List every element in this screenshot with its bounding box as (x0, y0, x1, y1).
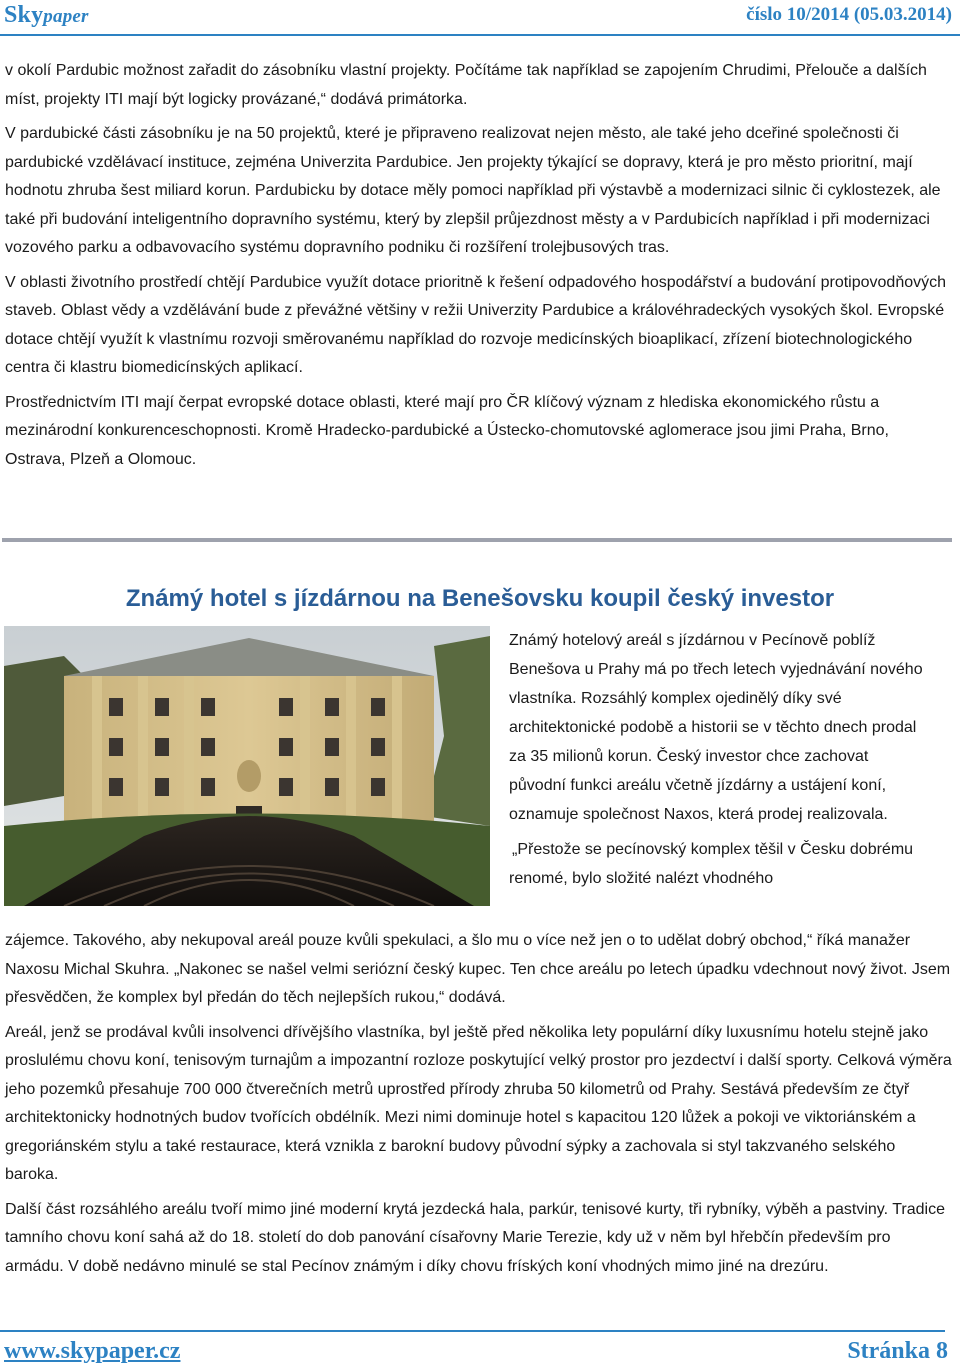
paragraph: zájemce. Takového, aby nekupoval areál pouze kvůli spekulaci, a šlo mu o více než jen o to udělat dobrý obchod,“ říká manažer Naxosu Michal Skuhra. „Nakonec se našel velmi seriózní český kupec. Ten chce areálu po letech úpadku vdechnout nový život. Jsem přesvědčen, že komplex byl předán do těch nejlepších rukou,“ dodává. (5, 932, 951, 1006)
paragraph: Prostřednictvím ITI mají čerpat evropské dotace oblasti, které mají pro ČR klíčový význam z hlediska ekonomického růstu a mezinárodní konkurenceschopnosti. Kromě Hradecko-pardubické a Ústecko-chomutovské aglomerace jsou jimi Praha, Brno, Ostrava, Plzeň a Olomouc. (5, 393, 889, 468)
section-divider (2, 538, 952, 542)
page-number: Stránka 8 (847, 1338, 948, 1364)
footer-rule (0, 1330, 945, 1332)
brand-logo[interactable] (4, 2, 89, 29)
article-body (5, 927, 953, 1287)
paragraph: v okolí Pardubic možnost zařadit do zásobníku vlastní projekty. Počítáme tak například se zapojením Chrudimi, Přelouče a dalších míst, projekty ITI mají být logicky provázané,“ dodává primátorka. (5, 62, 927, 108)
page-footer (0, 1330, 960, 1370)
page-header (0, 0, 960, 34)
brand-sub: paper (43, 6, 89, 27)
brand-main: Sky (4, 2, 44, 28)
hotel-photo (4, 626, 490, 906)
quote-paragraph: „Přestože se pecínovský komplex těšil v Česku dobrému renomé, bylo složité nalézt vhodného (509, 841, 914, 887)
paragraph: Areál, jenž se prodával kvůli insolvenci dřívějšího vlastníka, byl ještě před několika lety populární díky luxusnímu hotelu stejně jako proslulému chovu koní, tenisovým turnajům a impozantní rozloze poskytující velký prostor pro jezdectví i další sporty. Celková výměra jeho pozemků přesahuje 700 000 čtverečních metrů uprostřed přírody zhruba 50 kilometrů od Prahy. Sestává především ze čtyř architektonicky hodnotných budov tvořících obdélník. Mezi nimi dominuje hotel s kapacitou 120 lůžek a pokoji ve viktoriánském a gregoriánském stylu a také restaurace, která vznikla z barokní budovy původní sýpky a zachovala si styl takzvaného selského baroka. (5, 1023, 952, 1183)
article-title: Známý hotel s jízdárnou na Benešovsku koupil český investor (125, 585, 835, 612)
article-intro (509, 626, 925, 893)
paragraph: V pardubické části zásobníku je na 50 projektů, které je připraveno realizovat nejen město, ale také jeho dceřiné společnosti či pardubické vzdělávací instituce, zejména Univerzita Pardubice. Jen projekty týkající se dopravy, která je pro město prioritní, mají hodnotu zhruba šest miliard korun. Pardubicku by dotace měly pomoci například při výstavbě a modernizaci silnic či cyklostezek, ale také při budování inteligentního dopravního systému, který by zlepšil průjezdnost městy a v Pardubicích například i při modernizaci vozového parku a odbavovacího systému dopravního podniku či rozšíření trolejbusových tras. (5, 125, 941, 256)
intro-paragraph: Známý hotelový areál s jízdárnou v Pecínově poblíž Benešova u Prahy má po třech letech vyjednávání nového vlastníka. Rozsáhlý komplex ojedinělý díky své architektonické podobě a historii se v těchto dnech prodal za 35 milionů korun. Český investor chce zachovat původní funkci areálu včetně jízdárny a ustájení koní, oznamuje společnost Naxos, která prodej realizovala. (509, 632, 923, 823)
paragraph: V oblasti životního prostředí chtějí Pardubice využít dotace prioritně k řešení odpadového hospodářství a budování protipovodňových staveb. Oblast vědy a vzdělávání bude z převážné většiny v režii Univerzity Pardubice a královéhradeckých vysokých škol. Evropské dotace chtějí využít k vlastnímu rozvoji směrovanému například do rozvoje medicínských bioaplikací, zřízení biotechnologického centra či klastru biomedicínských aplikací. (5, 273, 947, 376)
issue-number: číslo 10/2014 (05.03.2014) (746, 4, 952, 25)
header-rule (0, 34, 960, 36)
article-continuation (5, 57, 953, 480)
website-link[interactable]: www.skypaper.cz (4, 1338, 181, 1364)
paragraph: Další část rozsáhlého areálu tvoří mimo jiné moderní krytá jezdecká hala, parkúr, tenisové kurty, tři rybníky, výběh a pastviny. Tradice tamního chovu koní sahá až do 18. století do dob panování císařovny Marie Terezie, kdy už v něm byl hřebčín především pro armádu. V době nedávno minulé se stal Pecínov známým i díky chovu fríských koní vhodných mimo jiné na drezúru. (5, 1200, 945, 1275)
